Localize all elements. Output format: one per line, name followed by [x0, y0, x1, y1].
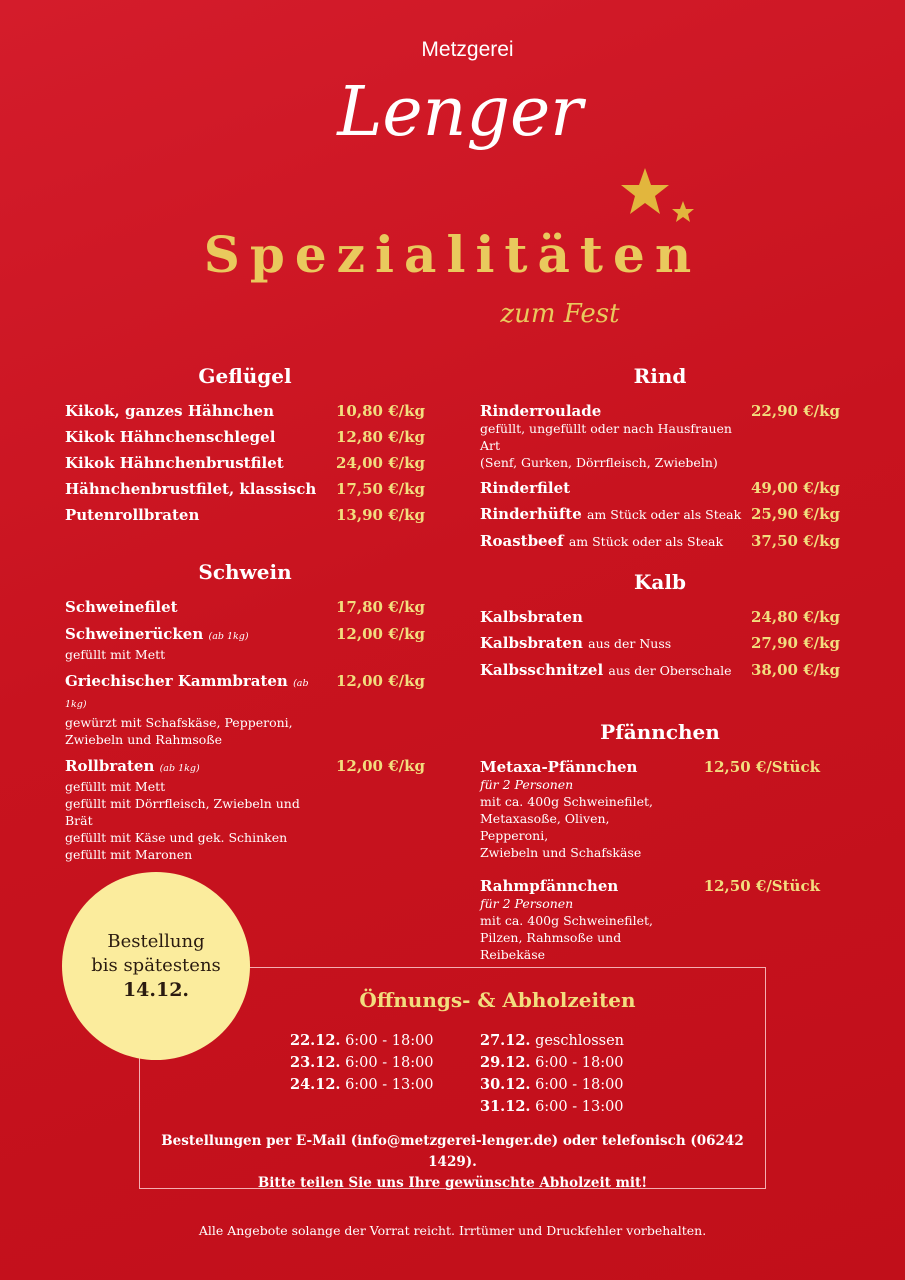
opening-hours-column	[480, 1030, 624, 1118]
menu-item-text	[65, 480, 336, 498]
menu-item	[65, 428, 425, 446]
menu-item-name-line	[480, 634, 743, 653]
menu-item-price: 27,90 €/kg	[751, 634, 840, 652]
menu-item-text	[480, 479, 751, 497]
menu-item-price: 12,00 €/kg	[336, 757, 425, 775]
menu-item-name: Kikok Hähnchenbrustfilet	[65, 454, 284, 472]
menu-item-name: Griechischer Kammbraten	[65, 672, 288, 690]
menu-item-suffix: aus der Nuss	[588, 636, 672, 651]
menu-item-persons: für 2 Personen	[480, 896, 574, 911]
menu-item-name: Roastbeef	[480, 532, 564, 550]
menu-item-name: Rinderroulade	[480, 402, 602, 420]
opening-hours-row	[480, 1096, 624, 1118]
menu-item-suffix: am Stück oder als Steak	[568, 534, 724, 549]
menu-item-name-line	[480, 877, 674, 895]
opening-hours-time: 6:00 - 13:00	[345, 1077, 434, 1093]
opening-hours-column	[290, 1030, 434, 1096]
menu-item-description: gefüllt mit Mett	[65, 647, 166, 662]
menu-item-text	[65, 598, 336, 616]
menu-item-text	[480, 661, 751, 680]
menu-item-price: 24,00 €/kg	[336, 454, 425, 472]
menu-item	[480, 505, 840, 524]
opening-hours-time: 6:00 - 13:00	[535, 1099, 624, 1115]
badge-line: bis spätestens	[91, 955, 221, 976]
menu-item-text	[480, 608, 751, 626]
menu-item-suffix: am Stück oder als Steak	[586, 507, 742, 522]
menu-item-text	[65, 454, 336, 472]
menu-item-name-line	[65, 454, 328, 472]
menu-item-name: Kikok, ganzes Hähnchen	[65, 402, 275, 420]
opening-hours-title: Öffnungs- & Abholzeiten	[359, 988, 636, 1012]
badge-line: Bestellung	[107, 931, 205, 952]
section-title: Schwein	[198, 560, 292, 584]
menu-item-text	[65, 402, 336, 420]
menu-item-price: 38,00 €/kg	[751, 661, 840, 679]
star-icon	[620, 168, 700, 228]
menu-item-name-line	[480, 608, 743, 626]
menu-item-price: 12,50 €/Stück	[703, 758, 820, 776]
menu-item-name: Kalbsschnitzel	[480, 661, 604, 679]
opening-hours-date: 27.12.	[480, 1032, 531, 1049]
section-title: Geflügel	[198, 364, 292, 388]
menu-item-description: gewürzt mit Schafskäse, Pepperoni, Zwiebeln und Rahmsoße	[65, 715, 293, 747]
opening-hours-row	[290, 1030, 434, 1052]
menu-item	[65, 672, 425, 748]
menu-item	[480, 661, 840, 680]
menu-item-name-line	[65, 672, 328, 714]
menu-item	[65, 757, 425, 863]
menu-item-price: 12,00 €/kg	[336, 625, 425, 643]
menu-item-name-line	[480, 505, 743, 524]
menu-item	[65, 625, 425, 663]
opening-hours-date: 31.12.	[480, 1098, 531, 1115]
menu-item	[480, 758, 820, 861]
section-title: Rind	[633, 364, 687, 388]
menu-item-text	[480, 402, 751, 471]
menu-item-name-line	[65, 480, 328, 498]
menu-item-name-line	[480, 532, 743, 551]
section-schwein	[65, 560, 425, 872]
opening-hours-row	[480, 1052, 624, 1074]
order-deadline-badge	[62, 872, 250, 1060]
menu-item-price: 12,00 €/kg	[336, 672, 425, 690]
menu-item-text	[480, 634, 751, 653]
opening-hours-date: 24.12.	[290, 1076, 341, 1093]
opening-hours-time: 6:00 - 18:00	[345, 1033, 434, 1049]
badge-date: 14.12.	[122, 979, 190, 1001]
menu-item-name: Rinderfilet	[480, 479, 571, 497]
menu-item-price: 25,90 €/kg	[751, 505, 840, 523]
menu-item	[65, 506, 425, 524]
menu-item-text	[65, 625, 336, 663]
section-title: Pfännchen	[600, 720, 720, 744]
opening-hours-time: geschlossen	[535, 1033, 624, 1049]
menu-item-name: Putenrollbraten	[65, 506, 200, 524]
footer-disclaimer: Alle Angebote solange der Vorrat reicht. Irrtümer und Druckfehler vorbehalten.	[198, 1223, 707, 1238]
opening-hours-time: 6:00 - 18:00	[535, 1077, 624, 1093]
menu-item-price: 49,00 €/kg	[751, 479, 840, 497]
section-pfaennchen	[480, 720, 840, 979]
menu-item-text	[65, 428, 336, 446]
menu-item-name-line	[65, 757, 328, 778]
contact-line: Bestellungen per E-Mail (info@metzgerei-lenger.de) oder telefonisch (06242 1429).	[161, 1133, 744, 1170]
menu-item-description: gefüllt, ungefüllt oder nach Hausfrauen Art (Senf, Gurken, Dörrfleisch, Zwiebeln)	[480, 421, 732, 470]
menu-item-price: 12,50 €/Stück	[703, 877, 820, 895]
menu-item-price: 17,80 €/kg	[336, 598, 425, 616]
menu-item-name: Rollbraten	[65, 757, 155, 775]
menu-item-price: 10,80 €/kg	[336, 402, 425, 420]
menu-item-name-line	[480, 661, 743, 680]
menu-item-description: gefüllt mit Mett gefüllt mit Dörrfleisch, Zwiebeln und Brät gefüllt mit Käse und gek. Schinken gefüllt mit Maronen	[65, 779, 300, 862]
menu-item-name: Schweinefilet	[65, 598, 178, 616]
opening-hours-date: 29.12.	[480, 1054, 531, 1071]
menu-item-note: (ab 1kg)	[159, 763, 200, 774]
menu-item-description: mit ca. 400g Schweinefilet, Metaxasoße, Oliven, Pepperoni, Zwiebeln und Schafskäse	[480, 794, 653, 860]
menu-item-text	[480, 758, 704, 861]
menu-item-price: 12,80 €/kg	[336, 428, 425, 446]
menu-item-name-line	[480, 758, 674, 776]
menu-item-text	[65, 672, 336, 748]
contact-line: Bitte teilen Sie uns Ihre gewünschte Abholzeit mit!	[257, 1175, 648, 1191]
menu-item	[480, 608, 840, 626]
menu-item	[480, 479, 840, 497]
menu-item	[480, 532, 840, 551]
menu-item-name: Kalbsbraten	[480, 634, 583, 652]
contact-info	[140, 1131, 765, 1194]
section-rind	[480, 364, 840, 559]
opening-hours-date: 23.12.	[290, 1054, 341, 1071]
opening-hours-time: 6:00 - 18:00	[535, 1055, 624, 1071]
menu-item-name-line	[65, 506, 328, 524]
menu-item-text	[480, 532, 751, 551]
menu-item	[480, 877, 820, 963]
menu-item-note: (ab 1kg)	[65, 678, 309, 710]
section-gefluegel	[65, 364, 425, 532]
menu-item-note: (ab 1kg)	[208, 631, 249, 642]
menu-item-price: 13,90 €/kg	[336, 506, 425, 524]
opening-hours-row	[480, 1030, 624, 1052]
menu-item-price: 17,50 €/kg	[336, 480, 425, 498]
menu-item-name-line	[65, 428, 328, 446]
section-title: Kalb	[634, 570, 686, 594]
menu-item	[65, 480, 425, 498]
menu-item-price: 22,90 €/kg	[751, 402, 840, 420]
menu-item-name: Rinderhüfte	[480, 505, 582, 523]
menu-item-name: Kikok Hähnchenschlegel	[65, 428, 276, 446]
menu-item-name: Kalbsbraten	[480, 608, 583, 626]
logo-wordmark-text: Lenger	[337, 73, 583, 152]
opening-hours-time: 6:00 - 18:00	[345, 1055, 434, 1071]
menu-item-name: Schweinerücken	[65, 625, 204, 643]
logo-pretitle: Metzgerei	[421, 38, 514, 61]
menu-item-name-line	[480, 479, 743, 497]
menu-item-text	[65, 506, 336, 524]
menu-item	[480, 634, 840, 653]
opening-hours-row	[290, 1074, 434, 1096]
menu-item	[65, 598, 425, 616]
menu-item-description: mit ca. 400g Schweinefilet, Pilzen, Rahmsoße und Reibekäse	[480, 913, 653, 962]
menu-item-name-line	[65, 625, 328, 646]
page-title: Spezialitäten	[203, 225, 702, 284]
menu-item-persons: für 2 Personen	[480, 777, 574, 792]
menu-item-price: 37,50 €/kg	[751, 532, 840, 550]
menu-item	[480, 402, 840, 471]
logo-wordmark	[300, 55, 620, 175]
menu-item-text	[65, 757, 336, 863]
menu-item-suffix: aus der Oberschale	[608, 663, 732, 678]
opening-hours-row	[290, 1052, 434, 1074]
menu-item	[65, 454, 425, 472]
menu-item-name: Hähnchenbrustfilet, klassisch	[65, 480, 317, 498]
menu-item-price: 24,80 €/kg	[751, 608, 840, 626]
section-kalb	[480, 570, 840, 688]
page-subtitle-text: zum Fest	[500, 299, 620, 329]
menu-item-text	[480, 877, 704, 963]
menu-item-name: Rahmpfännchen	[480, 877, 619, 895]
menu-item-name-line	[65, 598, 328, 616]
menu-item	[65, 402, 425, 420]
page-subtitle	[470, 290, 650, 340]
menu-item-name-line	[480, 402, 743, 420]
menu-item-name-line	[65, 402, 328, 420]
menu-item-text	[480, 505, 751, 524]
opening-hours-row	[480, 1074, 624, 1096]
menu-item-name: Metaxa-Pfännchen	[480, 758, 638, 776]
opening-hours-date: 30.12.	[480, 1076, 531, 1093]
opening-hours-date: 22.12.	[290, 1032, 341, 1049]
